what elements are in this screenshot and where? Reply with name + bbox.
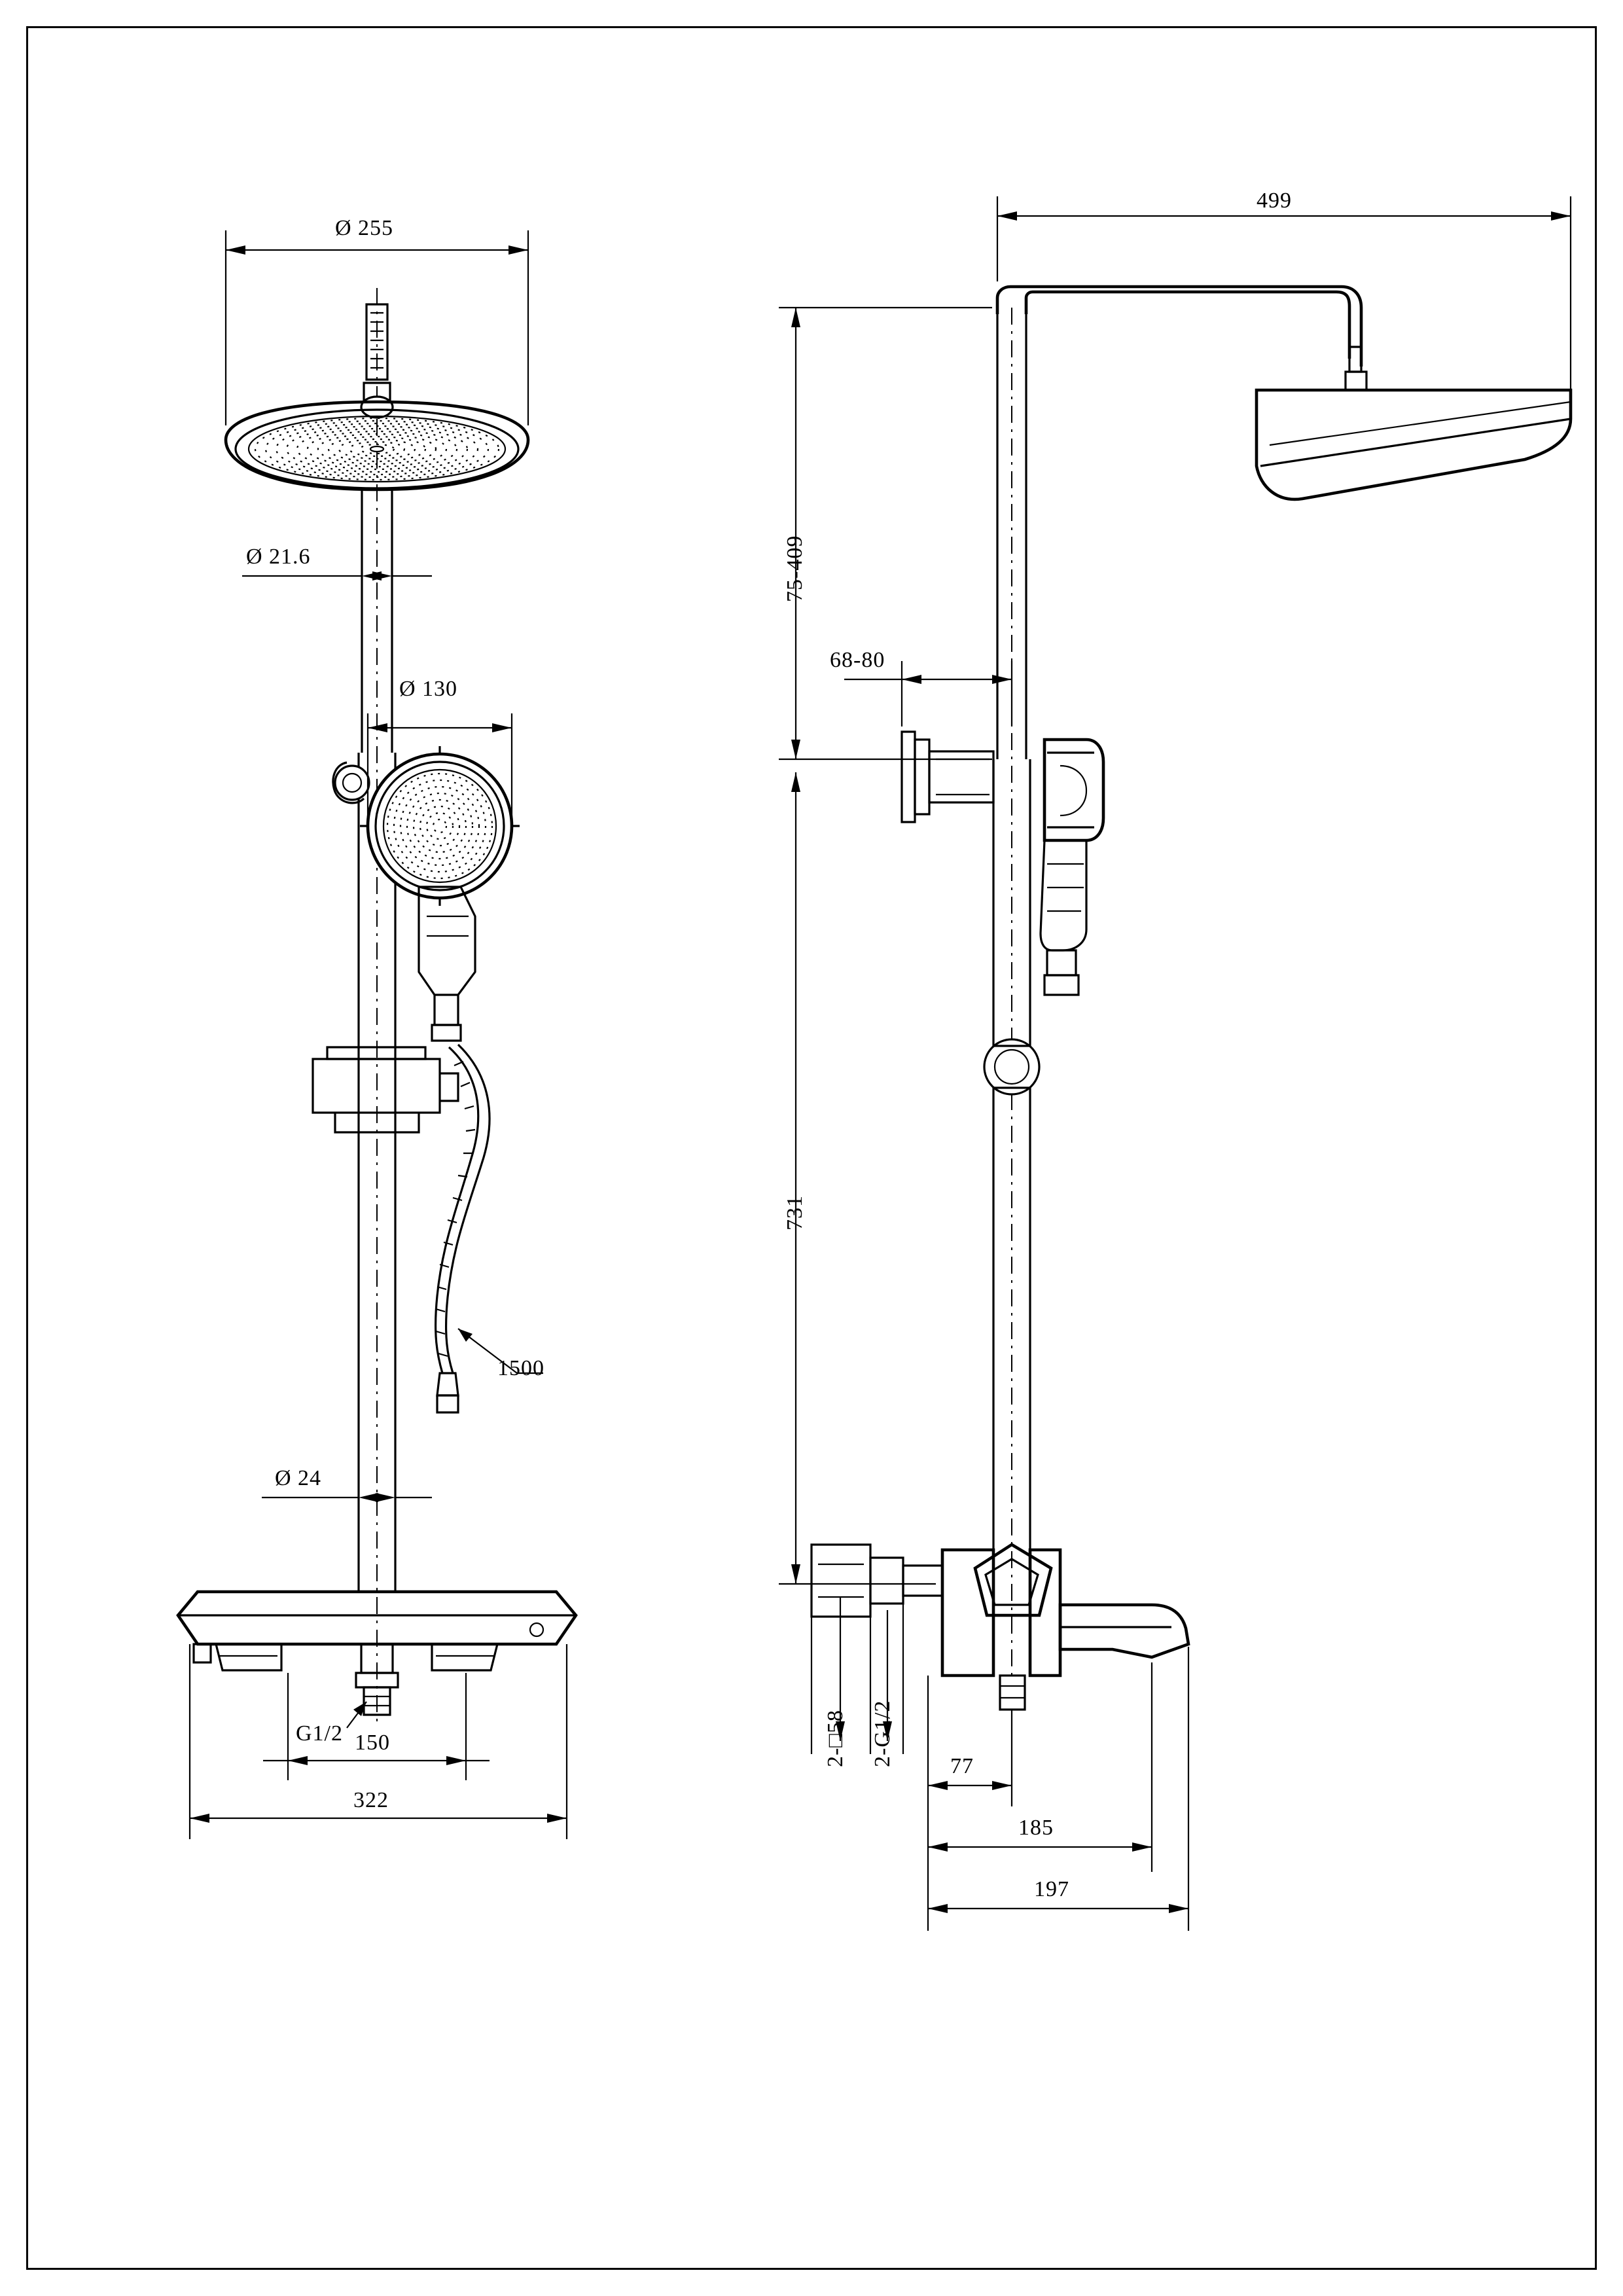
dim-label-sq-58: 2-□58	[823, 1710, 847, 1767]
dim-label-height-731: 731	[783, 1195, 807, 1230]
side-view-dimensions	[779, 196, 1571, 1931]
dim-label-proj-77: 77	[950, 1754, 974, 1778]
dim-label-proj-185: 185	[1018, 1816, 1054, 1840]
dim-label-hose-1500: 1500	[497, 1356, 544, 1380]
dim-label-proj-68-80: 68-80	[830, 648, 885, 672]
shower-hose-front	[436, 1045, 490, 1412]
side-view-geometry	[812, 287, 1571, 1710]
sliding-bracket-front	[313, 1047, 458, 1132]
mixer-body-side	[812, 1545, 1188, 1710]
dim-label-proj-197: 197	[1034, 1877, 1069, 1901]
dim-label-center-150: 150	[355, 1731, 390, 1755]
dim-label-dia-21-6: Ø 21.6	[246, 545, 311, 569]
dim-label-width-322: 322	[353, 1788, 389, 1812]
sliding-bracket-side	[984, 1039, 1039, 1094]
dim-label-dia-24: Ø 24	[275, 1466, 322, 1490]
dim-label-dia-130: Ø 130	[399, 677, 458, 701]
dim-label-thread-2-g12: 2-G1/2	[870, 1700, 895, 1767]
front-view-geometry	[178, 288, 576, 1728]
hand-shower-front	[333, 746, 520, 1041]
overhead-arm-side	[997, 287, 1571, 499]
dim-label-reach-499: 499	[1257, 188, 1292, 213]
hand-shower-side	[902, 732, 1103, 995]
dim-label-dia-255: Ø 255	[335, 216, 394, 240]
dim-label-thread-g12: G1/2	[296, 1721, 343, 1746]
dim-label-range-75-409: 75-409	[783, 535, 807, 602]
